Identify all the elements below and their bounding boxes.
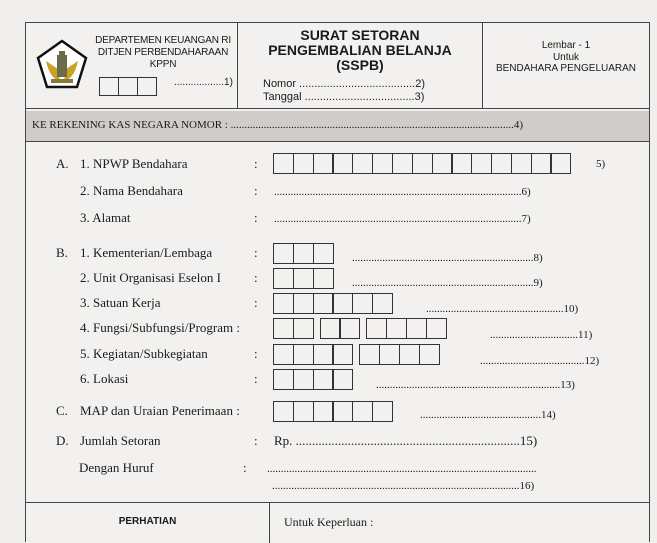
amount-field[interactable]: Rp. .....................................................................15) (274, 433, 538, 448)
header-department-cell (26, 23, 238, 108)
char-box[interactable] (332, 344, 353, 365)
unit-organisasi-field[interactable]: ..................................................................9) (352, 277, 543, 289)
colon: : (254, 210, 258, 225)
char-box[interactable] (293, 401, 314, 422)
field-note: 5) (596, 158, 606, 170)
char-box[interactable] (332, 401, 353, 422)
char-box[interactable] (313, 153, 334, 174)
field-label: 3. Satuan Kerja (80, 295, 161, 310)
copy-recipient: BENDAHARA PENGELUARAN (495, 63, 637, 74)
lokasi-boxes[interactable] (273, 369, 353, 390)
ministry-emblem-icon (36, 39, 88, 91)
field-label: 2. Nama Bendahara (80, 183, 183, 198)
char-box[interactable] (273, 401, 294, 422)
field-label: 1. NPWP Bendahara (80, 156, 188, 171)
char-box[interactable] (118, 77, 138, 96)
char-box[interactable] (511, 153, 532, 174)
char-box[interactable] (392, 153, 413, 174)
kementerian-boxes[interactable] (273, 243, 334, 264)
untuk-keperluan-label: Untuk Keperluan : (284, 515, 374, 529)
title-line-1: SURAT SETORAN (300, 27, 420, 43)
kegiatan-field[interactable]: ......................................12) (480, 355, 600, 367)
char-box[interactable] (313, 293, 334, 314)
department-line-1: DEPARTEMEN KEUANGAN RI (95, 35, 231, 46)
map-uraian-field[interactable]: ............................................14) (420, 409, 556, 421)
field-label: 6. Lokasi (80, 371, 129, 386)
char-box[interactable] (293, 369, 314, 390)
amount-words-line-1[interactable]: .................................................................................................. (267, 463, 537, 475)
field-label: 3. Alamat (80, 210, 131, 225)
nomor-field[interactable]: Nomor ......................................2) (263, 78, 425, 90)
char-box[interactable] (137, 77, 157, 96)
title-line-3: (SSPB) (336, 57, 384, 73)
char-box[interactable] (332, 153, 353, 174)
char-box[interactable] (531, 153, 552, 174)
bottom-section (26, 502, 649, 543)
colon: : (254, 433, 258, 448)
satuan-kerja-field[interactable]: ..................................................10) (426, 303, 579, 315)
lokasi-field[interactable]: ...................................................................13) (376, 379, 575, 391)
char-box[interactable] (386, 318, 407, 339)
npwp-row (80, 156, 650, 180)
title-line-2: PENGEMBALIAN BELANJA (268, 42, 452, 58)
sspb-form (25, 22, 650, 542)
char-box[interactable] (372, 293, 393, 314)
copy-number: Lembar - 1 (541, 40, 591, 51)
char-box[interactable] (273, 268, 294, 289)
char-box[interactable] (451, 153, 472, 174)
section-d-letter: D. (56, 433, 69, 448)
char-box[interactable] (432, 153, 453, 174)
char-box[interactable] (379, 344, 400, 365)
char-box[interactable] (313, 243, 334, 264)
account-number-band (26, 111, 649, 142)
char-box[interactable] (293, 268, 314, 289)
kementerian-field[interactable]: ..................................................................8) (352, 252, 543, 264)
header-copy-cell (483, 23, 649, 108)
char-box[interactable] (550, 153, 571, 174)
char-box[interactable] (332, 293, 353, 314)
char-box[interactable] (293, 243, 314, 264)
char-box[interactable] (352, 401, 373, 422)
tanggal-field[interactable]: Tanggal ....................................3) (263, 91, 425, 103)
header-title-cell (238, 23, 483, 108)
char-box[interactable] (491, 153, 512, 174)
char-box[interactable] (293, 318, 314, 339)
fungsi-field[interactable]: ................................11) (490, 329, 593, 341)
char-box[interactable] (313, 369, 334, 390)
map-boxes[interactable] (273, 401, 393, 422)
perhatian-heading: PERHATIAN (26, 503, 270, 543)
field-label: Dengan Huruf (79, 460, 154, 475)
department-line-3: KPPN (149, 59, 177, 70)
field-label: 1. Kementerian/Lembaga (80, 245, 213, 260)
colon: : (254, 183, 258, 198)
fungsi-boxes[interactable] (273, 318, 447, 339)
char-box[interactable] (406, 318, 427, 339)
char-box[interactable] (293, 153, 314, 174)
copy-info (483, 40, 649, 75)
char-box[interactable] (313, 401, 334, 422)
char-box[interactable] (372, 153, 393, 174)
char-box[interactable] (419, 344, 440, 365)
char-box[interactable] (293, 293, 314, 314)
department-line-2: DITJEN PERBENDAHARAAN (97, 47, 229, 58)
section-a-letter: A. (56, 156, 69, 171)
char-box[interactable] (273, 369, 294, 390)
char-box[interactable] (426, 318, 447, 339)
kppn-code-input[interactable] (99, 77, 157, 96)
colon: : (254, 245, 258, 260)
form-title (238, 28, 482, 73)
field-label: 5. Kegiatan/Subkegiatan (80, 346, 208, 361)
alamat-field[interactable]: ..........................................................................................7) (274, 213, 531, 225)
char-box[interactable] (273, 344, 294, 365)
kegiatan-boxes[interactable] (273, 344, 440, 365)
field-label: 2. Unit Organisasi Eselon I (80, 270, 221, 285)
department-name (88, 35, 238, 71)
npwp-boxes[interactable] (273, 153, 571, 174)
char-box[interactable] (471, 153, 492, 174)
colon: : (254, 156, 258, 171)
char-box[interactable] (366, 318, 387, 339)
char-box[interactable] (399, 344, 420, 365)
char-box[interactable] (412, 153, 433, 174)
colon: : (254, 270, 258, 285)
char-box[interactable] (273, 318, 294, 339)
char-box[interactable] (359, 344, 380, 365)
char-box[interactable] (99, 77, 119, 96)
char-box[interactable] (352, 153, 373, 174)
colon: : (254, 346, 258, 361)
form-header (26, 23, 649, 109)
char-box[interactable] (339, 318, 360, 339)
char-box[interactable] (332, 369, 353, 390)
satuan-kerja-boxes[interactable] (273, 293, 393, 314)
char-box[interactable] (372, 401, 393, 422)
char-box[interactable] (313, 268, 334, 289)
unit-organisasi-boxes[interactable] (273, 268, 334, 289)
char-box[interactable] (352, 293, 373, 314)
section-c-letter: C. (56, 403, 68, 418)
char-box[interactable] (273, 293, 294, 314)
section-b-letter: B. (56, 245, 68, 260)
field-label: 4. Fungsi/Subfungsi/Program : (80, 320, 240, 335)
copy-for: Untuk (552, 51, 580, 63)
amount-words-line-2[interactable]: ..........................................................................................16) (272, 480, 535, 492)
colon: : (254, 371, 258, 386)
account-number-field[interactable]: KE REKENING KAS NEGARA NOMOR : .......................................................................................................4) (32, 119, 524, 131)
char-box[interactable] (293, 344, 314, 365)
char-box[interactable] (273, 153, 294, 174)
colon: : (243, 460, 247, 475)
char-box[interactable] (313, 344, 334, 365)
char-box[interactable] (320, 318, 341, 339)
field-label: Jumlah Setoran (80, 433, 161, 448)
colon: : (254, 295, 258, 310)
field-label: MAP dan Uraian Penerimaan : (80, 403, 240, 418)
char-box[interactable] (273, 243, 294, 264)
kppn-name-field[interactable]: ..................1) (174, 77, 233, 88)
nama-bendahara-field[interactable]: ..........................................................................................6) (274, 186, 531, 198)
